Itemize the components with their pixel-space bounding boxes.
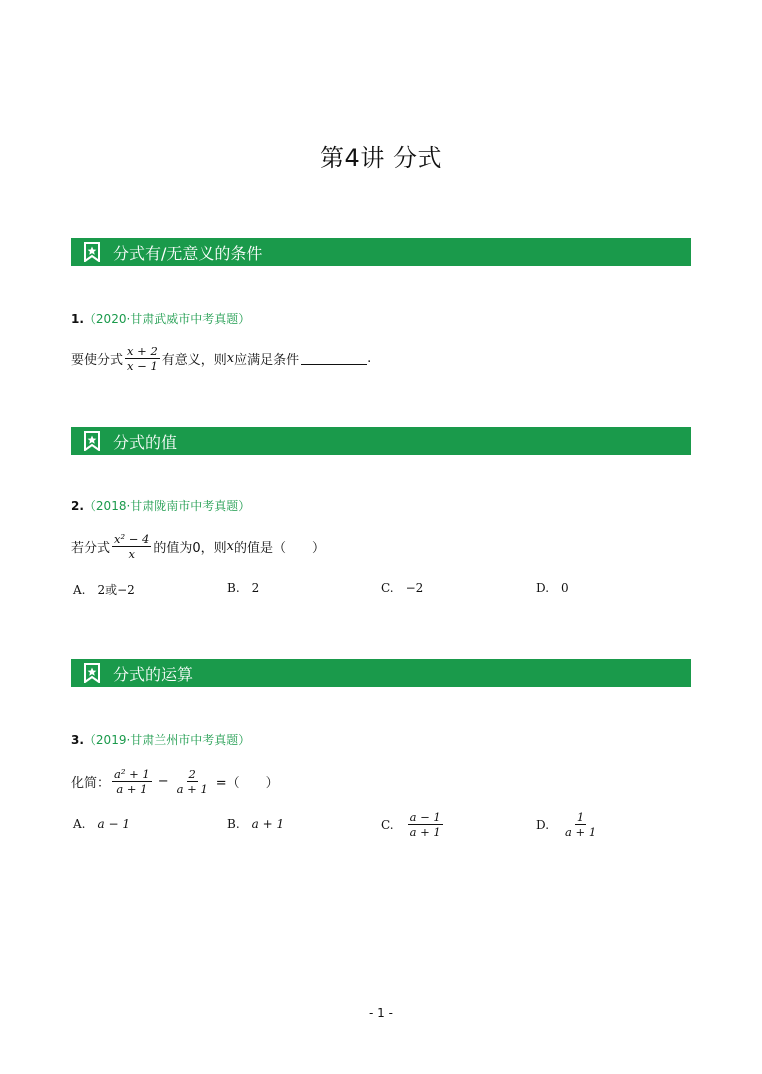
question-number: 1. — [71, 312, 84, 326]
numerator: x + 2 — [127, 343, 158, 358]
option-value: a + 1 — [251, 817, 285, 831]
page-number: - 1 - — [369, 1006, 393, 1020]
numerator: x² − 4 — [114, 531, 150, 546]
denominator: a + 1 — [116, 781, 148, 796]
operator: − — [157, 773, 169, 789]
section-header-1 — [71, 238, 691, 266]
answer-blank[interactable] — [301, 352, 367, 365]
fraction — [112, 767, 152, 796]
option-value: 2或−2 — [97, 583, 135, 597]
page-title: 第4讲 分式 — [320, 144, 442, 172]
numerator: 1 — [576, 810, 585, 824]
option-value: 2 — [251, 581, 260, 595]
question-text: 的值为0，则 — [153, 540, 227, 556]
option-c[interactable] — [381, 810, 445, 839]
question-text: 化简： — [71, 775, 111, 791]
option-b[interactable] — [227, 581, 259, 595]
fraction — [112, 532, 151, 561]
question-source: （2018·甘肃陇南市中考真题） — [83, 499, 251, 513]
option-b[interactable] — [227, 817, 284, 831]
denominator: a + 1 — [176, 781, 208, 796]
question-number: 2. — [71, 499, 84, 513]
question-source: （2019·甘肃兰州市中考真题） — [83, 733, 251, 747]
denominator: x — [128, 546, 135, 561]
question-text: 要使分式 — [71, 352, 124, 368]
fraction — [125, 344, 160, 373]
numerator: a − 1 — [409, 810, 441, 824]
option-label: A. — [73, 817, 86, 831]
option-value: −2 — [405, 581, 424, 595]
bookmark-star-icon — [83, 242, 101, 262]
question-1-header — [71, 310, 250, 327]
fraction — [408, 810, 443, 839]
option-label: A. — [73, 582, 86, 597]
fraction — [563, 810, 598, 839]
denominator: a + 1 — [565, 825, 597, 839]
question-2-header — [71, 497, 250, 514]
option-a[interactable] — [73, 581, 135, 598]
section-header-3 — [71, 659, 691, 687]
option-value: a − 1 — [97, 817, 130, 831]
question-text: =（ ） — [215, 775, 279, 791]
option-label: D. — [536, 817, 550, 832]
bookmark-star-icon — [83, 663, 101, 683]
question-text: 有意义，则 — [161, 352, 227, 368]
option-label: C. — [381, 581, 394, 595]
option-label: D. — [536, 581, 550, 595]
bookmark-star-icon — [83, 431, 101, 451]
option-label: B. — [227, 817, 240, 831]
question-3-header — [71, 731, 250, 748]
option-d[interactable] — [536, 810, 600, 839]
section-label: 分式的运算 — [113, 664, 194, 684]
variable: x — [226, 538, 234, 554]
option-a[interactable] — [73, 817, 130, 831]
denominator: a + 1 — [409, 825, 441, 839]
question-text: 的值是（ ） — [234, 540, 326, 556]
option-label: B. — [227, 581, 240, 595]
section-label: 分式的值 — [113, 432, 178, 452]
section-label: 分式有/无意义的条件 — [113, 243, 263, 263]
question-text: 应满足条件 — [234, 352, 300, 368]
numerator: a² + 1 — [114, 766, 150, 781]
fraction — [175, 767, 210, 796]
question-source: （2020·甘肃武威市中考真题） — [83, 312, 251, 326]
option-value: 0 — [561, 581, 569, 595]
option-label: C. — [381, 817, 394, 832]
section-header-2 — [71, 427, 691, 455]
question-1-text — [71, 340, 371, 376]
variable: x — [226, 350, 235, 366]
numerator: 2 — [188, 766, 196, 781]
question-2-text — [71, 528, 325, 564]
question-number: 3. — [71, 733, 84, 747]
question-3-text — [71, 763, 279, 799]
denominator: x − 1 — [127, 358, 158, 373]
option-c[interactable] — [381, 581, 423, 595]
option-d[interactable] — [536, 581, 569, 595]
question-text: . — [367, 350, 372, 366]
question-text: 若分式 — [71, 540, 111, 556]
